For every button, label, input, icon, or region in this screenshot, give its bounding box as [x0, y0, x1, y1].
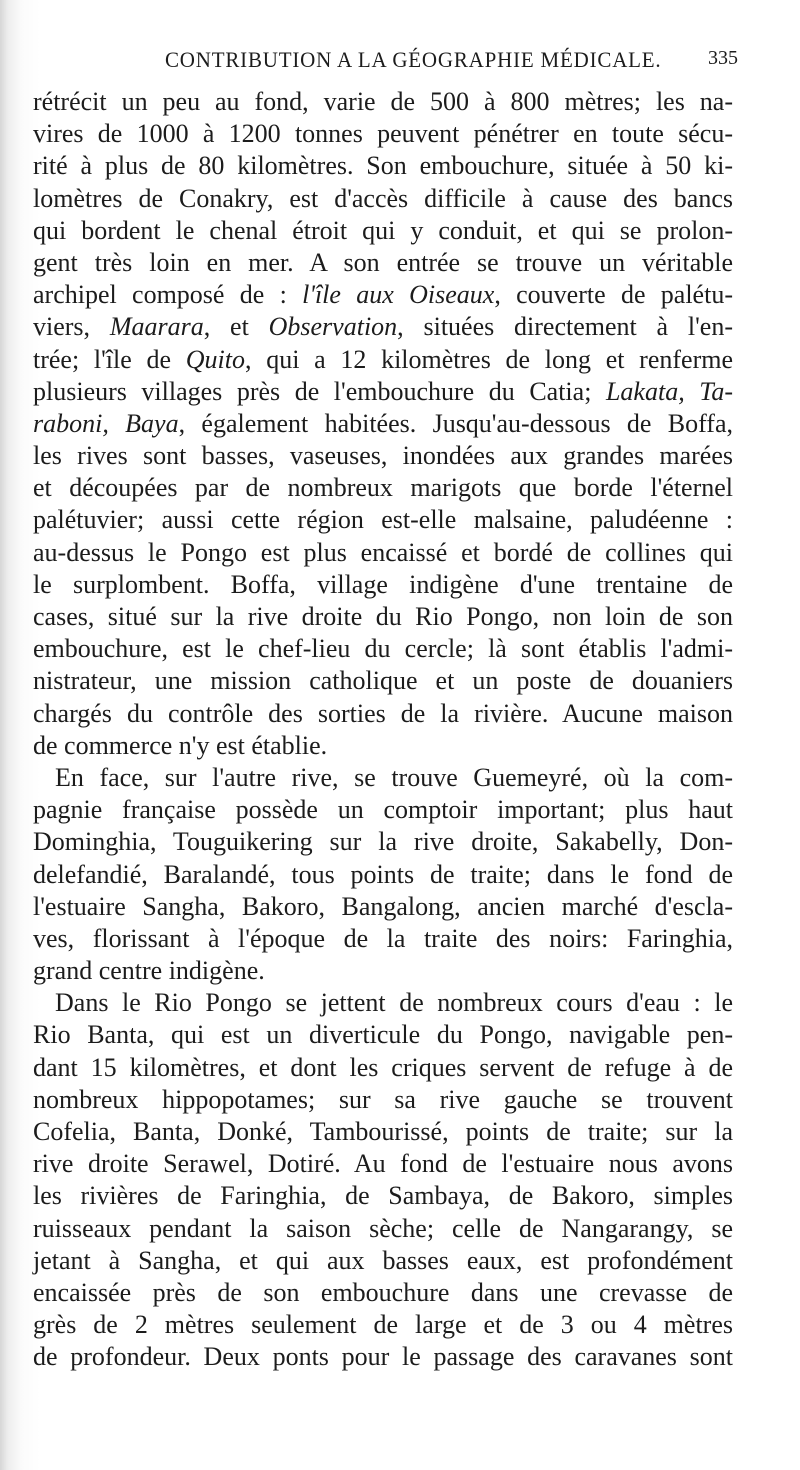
text-line [33, 826, 733, 858]
text-segment: de profondeur. Deux ponts pour le passage des caravanes sont [33, 1342, 733, 1372]
text-line [33, 118, 733, 150]
text-segment: au-dessus le Pongo est plus encaissé et bordé de collines qui [33, 537, 733, 567]
text-segment: trée; l'île de [33, 344, 186, 374]
text-line [33, 1052, 733, 1084]
text-line [33, 1116, 733, 1148]
text-segment: encaissée près de son embouchure dans une crevasse de [33, 1277, 733, 1307]
text-line [33, 1019, 733, 1051]
page-header [0, 43, 800, 77]
text-segment: , couverte de palétu- [494, 280, 733, 310]
italic-text: raboni, Baya [33, 408, 179, 438]
text-line [33, 665, 733, 697]
text-segment: delefandié, Baralandé, tous points de traite; dans le fond de [33, 859, 733, 889]
text-segment: chargés du contrôle des sorties de la rivière. Aucune maison [33, 698, 733, 728]
text-line [33, 1277, 733, 1309]
text-segment: rité à plus de 80 kilomètres. Son embouchure, située à 50 ki- [33, 151, 733, 181]
text-segment: Rio Banta, qui est un diverticule du Pongo, navigable pen- [33, 1020, 733, 1050]
italic-text: Observation [268, 312, 398, 342]
text-line [33, 537, 733, 569]
text-segment: archipel composé de : [33, 280, 303, 310]
text-line [33, 698, 733, 730]
text-line [33, 344, 733, 376]
text-line [33, 859, 733, 891]
text-line [33, 183, 733, 215]
text-segment: viers, [33, 312, 110, 342]
text-segment: et découpées par de nombreux marigots que borde l'éternel [33, 473, 733, 503]
text-segment: , qui a 12 kilomètres de long et renferme [244, 344, 733, 374]
text-segment: qui bordent le chenal étroit qui y conduit, et qui se prolon- [33, 215, 733, 245]
text-line [33, 279, 733, 311]
text-line [33, 247, 733, 279]
text-line [33, 794, 733, 826]
text-segment: gent très loin en mer. A son entrée se trouve un véritable [33, 247, 733, 277]
text-line [33, 569, 733, 601]
text-line [33, 633, 733, 665]
text-line [33, 1084, 733, 1116]
text-segment: rétrécit un peu au fond, varie de 500 à 800 mètres; les na- [33, 87, 733, 116]
text-segment: nistrateur, une mission catholique et un poste de douaniers [33, 666, 733, 696]
text-line [33, 762, 733, 794]
text-line [33, 215, 733, 247]
text-segment: palétuvier; aussi cette région est-elle malsaine, paludéenne : [33, 505, 733, 535]
text-segment: plusieurs villages près de l'embouchure du Catia; [33, 376, 606, 406]
text-line [33, 891, 733, 923]
text-segment: embouchure, est le chef-lieu du cercle; là sont établis l'admi- [33, 634, 733, 664]
text-line [33, 1309, 733, 1341]
text-line [33, 472, 733, 504]
text-segment: les rives sont basses, vaseuses, inondées aux grandes marées [33, 441, 733, 471]
text-segment: En face, sur l'autre rive, se trouve Guemeyré, où la com- [55, 762, 733, 792]
text-line [33, 1245, 733, 1277]
text-segment: l'estuaire Sangha, Bakoro, Bangalong, ancien marché d'escla- [33, 891, 733, 921]
text-line [33, 955, 733, 987]
italic-text: Quito [185, 344, 245, 374]
text-line [33, 440, 733, 472]
text-segment: jetant à Sangha, et qui aux basses eaux, est profondément [33, 1245, 733, 1275]
text-segment: dant 15 kilomètres, et dont les criques servent de refuge à de [33, 1052, 733, 1082]
text-line [33, 1180, 733, 1212]
text-line [33, 987, 733, 1019]
text-line [33, 311, 733, 343]
text-line [33, 730, 733, 762]
italic-text: l'île aux Oiseaux [302, 280, 495, 310]
body-text [33, 86, 733, 1374]
text-segment: , également habitées. Jusqu'au-dessous de Boffa, [178, 408, 733, 438]
text-segment: , situées directement à l'en- [397, 312, 734, 342]
text-segment: , et [203, 312, 269, 342]
text-segment: vires de 1000 à 1200 tonnes peuvent pénétrer en toute sécu- [33, 119, 733, 149]
text-segment: pagnie française possède un comptoir important; plus haut [33, 795, 733, 825]
text-line [33, 150, 733, 182]
text-line [33, 923, 733, 955]
text-line [33, 504, 733, 536]
text-line [33, 408, 733, 440]
text-segment: grand centre indigène. [33, 956, 265, 986]
text-line [33, 376, 733, 408]
text-segment: Dominghia, Touguikering sur la rive droite, Sakabelly, Don- [33, 827, 733, 857]
italic-text: Lakata, Ta- [605, 376, 733, 406]
text-segment: de commerce n'y est établie. [33, 730, 328, 760]
text-line [33, 1341, 733, 1373]
text-segment: grès de 2 mètres seulement de large et de 3 ou 4 mètres [33, 1310, 733, 1340]
text-segment: ves, florissant à l'époque de la traite des noirs: Faringhia, [33, 923, 733, 953]
text-segment: le surplombent. Boffa, village indigène d'une trentaine de [33, 569, 733, 599]
text-line [33, 1148, 733, 1180]
text-segment: les rivières de Faringhia, de Sambaya, de Bakoro, simples [33, 1181, 733, 1211]
italic-text: Maarara [109, 312, 204, 342]
running-title: CONTRIBUTION A LA GÉOGRAPHIE MÉDICALE. [165, 47, 662, 73]
text-line [33, 86, 733, 118]
text-segment: rive droite Serawel, Dotiré. Au fond de l'estuaire nous avons [33, 1149, 733, 1179]
text-line [33, 601, 733, 633]
text-segment: ruisseaux pendant la saison sèche; celle de Nangarangy, se [33, 1213, 733, 1243]
text-segment: cases, situé sur la rive droite du Rio Pongo, non loin de son [33, 602, 733, 631]
text-segment: nombreux hippopotames; sur sa rive gauche se trouvent [33, 1084, 733, 1114]
text-segment: lomètres de Conakry, est d'accès difficile à cause des bancs [33, 183, 733, 213]
page-number: 335 [708, 47, 738, 69]
text-segment: Dans le Rio Pongo se jettent de nombreux cours d'eau : le [55, 988, 733, 1018]
text-segment: Cofelia, Banta, Donké, Tambourissé, points de traite; sur la [33, 1117, 733, 1146]
text-line [33, 1213, 733, 1245]
